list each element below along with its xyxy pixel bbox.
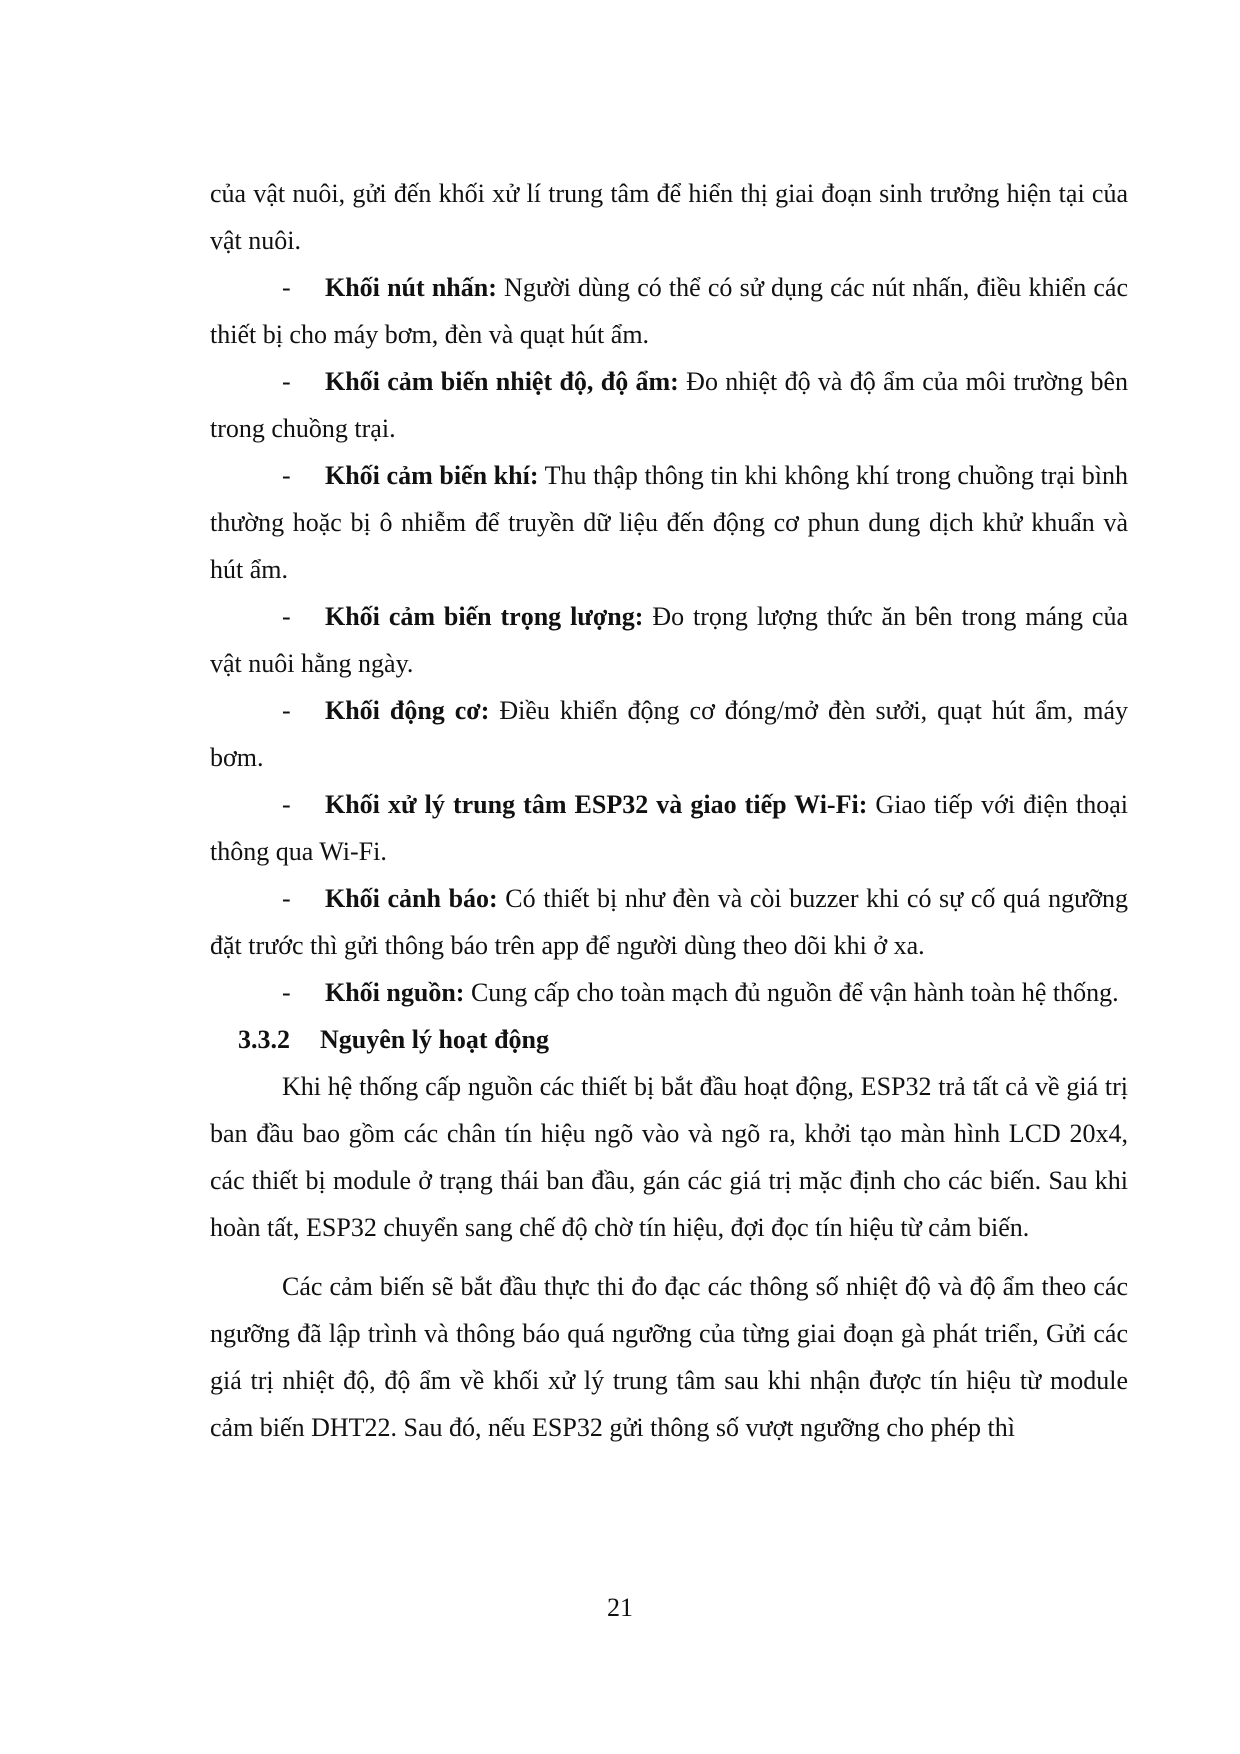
page-content [210, 170, 1128, 1451]
bullet-label: Khối động cơ: [325, 696, 490, 725]
bullet-item [210, 969, 1128, 1016]
bullet-dash: - [282, 461, 291, 490]
bullet-item [210, 875, 1128, 969]
intro-continuation: của vật nuôi, gửi đến khối xử lí trung tâm để hiển thị giai đoạn sinh trưởng hiện tại của vật nuôi. [210, 179, 1128, 255]
bullet-item [210, 452, 1128, 593]
bullet-item [210, 264, 1128, 358]
bullet-label: Khối cảm biến khí: [325, 461, 539, 490]
bullet-item [210, 593, 1128, 687]
bullet-text: Người dùng có thể có sử dụng các nút nhấn, điều khiển các thiết bị cho máy bơm, đèn và quạt hút ẩm. [210, 273, 1128, 349]
bullet-label: Khối cảm biến nhiệt độ, độ ẩm: [325, 367, 679, 396]
body-paragraph: Khi hệ thống cấp nguồn các thiết bị bắt đầu hoạt động, ESP32 trả tất cả về giá trị ban đầu bao gồm các chân tín hiệu ngõ vào và ngõ ra, khởi tạo màn hình LCD 20x4, các thiết bị module ở trạng thái ban đầu, gán các giá trị mặc định cho các biến. Sau khi hoàn tất, ESP32 chuyển sang chế độ chờ tín hiệu, đợi đọc tín hiệu từ cảm biến. [210, 1072, 1128, 1242]
body-paragraph: Các cảm biến sẽ bắt đầu thực thi đo đạc các thông số nhiệt độ và độ ẩm theo các ngưỡng đã lập trình và thông báo quá ngưỡng của từng giai đoạn gà phát triển, Gửi các giá trị nhiệt độ, độ ẩm về khối xử lý trung tâm sau khi nhận được tín hiệu từ module cảm biến DHT22. Sau đó, nếu ESP32 gửi thông số vượt ngưỡng cho phép thì [210, 1272, 1128, 1442]
bullet-dash: - [282, 602, 291, 631]
bullet-text: Đo trọng lượng thức ăn bên trong máng của vật nuôi hằng ngày. [210, 602, 1128, 678]
bullet-text: Cung cấp cho toàn mạch đủ nguồn để vận hành toàn hệ thống. [464, 978, 1119, 1007]
bullet-label: Khối cảnh báo: [325, 884, 498, 913]
bullet-item [210, 781, 1128, 875]
section-number: 3.3.2 [238, 1025, 290, 1054]
bullet-label: Khối nguồn: [325, 978, 465, 1007]
bullet-text: Có thiết bị như đèn và còi buzzer khi có sự cố quá ngưỡng đặt trước thì gửi thông báo trên app để người dùng theo dõi khi ở xa. [210, 884, 1128, 960]
bullet-dash: - [282, 978, 291, 1007]
bullet-dash: - [282, 790, 291, 819]
page-number: 21 [607, 1593, 633, 1622]
bullet-dash: - [282, 367, 291, 396]
bullet-text: Giao tiếp với điện thoại thông qua Wi-Fi. [210, 790, 1128, 866]
section-heading [210, 1016, 1128, 1063]
bullet-text: Điều khiển động cơ đóng/mở đèn sưởi, quạt hút ẩm, máy bơm. [210, 696, 1129, 772]
bullet-dash: - [282, 884, 291, 913]
bullet-label: Khối cảm biến trọng lượng: [325, 602, 644, 631]
bullet-label: Khối nút nhấn: [325, 273, 497, 302]
bullet-item [210, 687, 1128, 781]
bullet-dash: - [282, 696, 291, 725]
bullet-label: Khối xử lý trung tâm ESP32 và giao tiếp Wi-Fi: [325, 790, 868, 819]
bullet-item [210, 358, 1128, 452]
bullet-dash: - [282, 273, 291, 302]
section-title: Nguyên lý hoạt động [320, 1025, 549, 1054]
bullet-text: Đo nhiệt độ và độ ẩm của môi trường bên trong chuồng trại. [210, 367, 1128, 443]
bullet-text: Thu thập thông tin khi không khí trong chuồng trại bình thường hoặc bị ô nhiễm để truyền dữ liệu đến động cơ phun dung dịch khử khuẩn và hút ẩm. [210, 461, 1128, 584]
